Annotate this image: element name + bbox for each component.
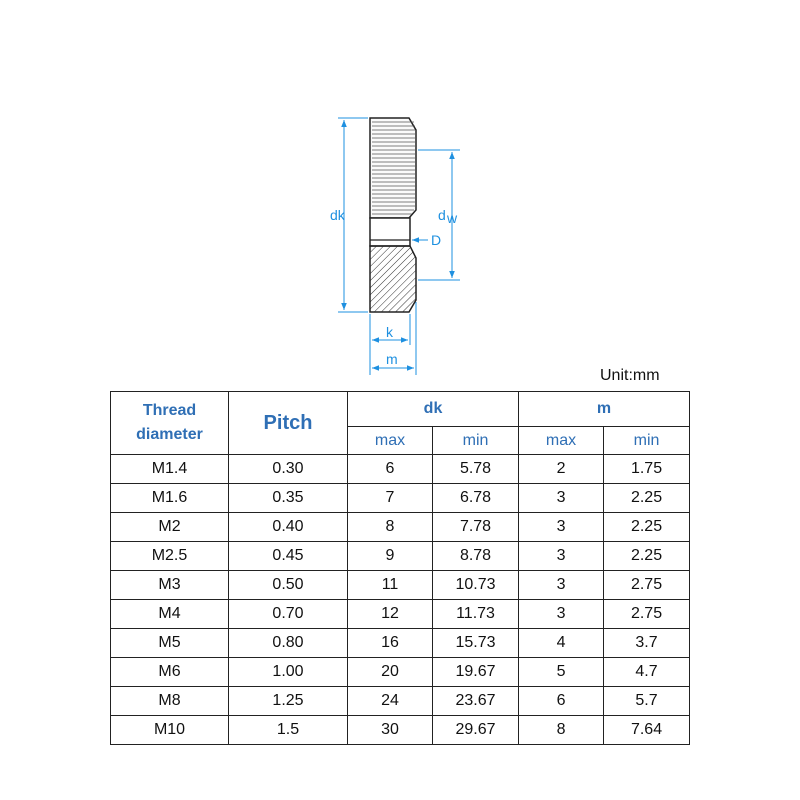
pitch-cell: 0.30 <box>229 455 348 484</box>
dw-dimension-subscript: w <box>447 210 458 226</box>
pitch-header: Pitch <box>229 392 348 455</box>
m-max-cell: 5 <box>519 658 604 687</box>
pitch-cell: 1.25 <box>229 687 348 716</box>
thread-cell: M4 <box>111 600 229 629</box>
m-dimension-label: m <box>386 351 398 367</box>
table-row <box>111 571 690 600</box>
thread-cell: M10 <box>111 716 229 745</box>
thread-cell: M1.6 <box>111 484 229 513</box>
thread-cell: M2 <box>111 513 229 542</box>
pitch-cell: 0.50 <box>229 571 348 600</box>
m-min-cell: 5.7 <box>604 687 690 716</box>
dk-min-header: min <box>433 427 519 455</box>
m-min-cell: 4.7 <box>604 658 690 687</box>
dk-min-cell: 23.67 <box>433 687 519 716</box>
dk-min-cell: 29.67 <box>433 716 519 745</box>
dk-min-cell: 7.78 <box>433 513 519 542</box>
pitch-cell: 0.70 <box>229 600 348 629</box>
dk-min-cell: 11.73 <box>433 600 519 629</box>
table-row <box>111 716 690 745</box>
dk-max-cell: 20 <box>348 658 433 687</box>
dk-min-cell: 10.73 <box>433 571 519 600</box>
m-max-cell: 4 <box>519 629 604 658</box>
table-row <box>111 600 690 629</box>
m-min-cell: 2.25 <box>604 542 690 571</box>
m-min-cell: 1.75 <box>604 455 690 484</box>
dk-min-cell: 15.73 <box>433 629 519 658</box>
m-max-cell: 6 <box>519 687 604 716</box>
thread-cell: M1.4 <box>111 455 229 484</box>
thread-header-line2: diameter <box>136 426 203 443</box>
m-max-cell: 3 <box>519 600 604 629</box>
pitch-cell: 0.45 <box>229 542 348 571</box>
nut-side-view <box>370 118 416 312</box>
knurled-nut-drawing <box>0 0 800 380</box>
m-min-cell: 2.75 <box>604 600 690 629</box>
bore-diameter-label: D <box>431 232 442 248</box>
dk-max-cell: 30 <box>348 716 433 745</box>
spec-table <box>110 391 690 745</box>
m-max-header: max <box>519 427 604 455</box>
m-min-cell: 3.7 <box>604 629 690 658</box>
thread-cell: M5 <box>111 629 229 658</box>
dk-max-header: max <box>348 427 433 455</box>
dk-max-cell: 16 <box>348 629 433 658</box>
pitch-cell: 1.5 <box>229 716 348 745</box>
unit-label: Unit:mm <box>600 367 660 384</box>
pitch-cell: 0.80 <box>229 629 348 658</box>
k-dimension-label: k <box>386 324 393 340</box>
m-max-cell: 3 <box>519 571 604 600</box>
dk-max-cell: 11 <box>348 571 433 600</box>
dk-min-cell: 6.78 <box>433 484 519 513</box>
dk-min-cell: 19.67 <box>433 658 519 687</box>
m-max-cell: 3 <box>519 484 604 513</box>
dk-max-cell: 6 <box>348 455 433 484</box>
dk-max-cell: 9 <box>348 542 433 571</box>
dw-dimension-label: d <box>438 207 446 223</box>
m-min-header: min <box>604 427 690 455</box>
thread-cell: M2.5 <box>111 542 229 571</box>
table-row <box>111 629 690 658</box>
pitch-cell: 0.35 <box>229 484 348 513</box>
thread-header-line1: Thread <box>142 402 197 419</box>
table-row <box>111 658 690 687</box>
table-row <box>111 542 690 571</box>
table-row <box>111 484 690 513</box>
m-min-cell: 2.25 <box>604 484 690 513</box>
table-row <box>111 513 690 542</box>
table-row <box>111 687 690 716</box>
m-header: m <box>519 392 690 427</box>
dk-max-cell: 8 <box>348 513 433 542</box>
pitch-cell: 0.40 <box>229 513 348 542</box>
table-header-row <box>111 392 690 427</box>
dk-max-cell: 7 <box>348 484 433 513</box>
m-max-cell: 3 <box>519 513 604 542</box>
m-max-cell: 8 <box>519 716 604 745</box>
thread-cell: M6 <box>111 658 229 687</box>
thread-cell: M8 <box>111 687 229 716</box>
dk-max-cell: 24 <box>348 687 433 716</box>
pitch-cell: 1.00 <box>229 658 348 687</box>
m-min-cell: 2.75 <box>604 571 690 600</box>
dk-dimension-label: dk <box>330 207 345 223</box>
m-min-cell: 7.64 <box>604 716 690 745</box>
table-row <box>111 455 690 484</box>
m-max-cell: 2 <box>519 455 604 484</box>
dk-min-cell: 5.78 <box>433 455 519 484</box>
thread-cell: M3 <box>111 571 229 600</box>
dk-header: dk <box>348 392 519 427</box>
dk-min-cell: 8.78 <box>433 542 519 571</box>
thread-diameter-header <box>111 392 229 455</box>
m-min-cell: 2.25 <box>604 513 690 542</box>
dk-max-cell: 12 <box>348 600 433 629</box>
m-max-cell: 3 <box>519 542 604 571</box>
